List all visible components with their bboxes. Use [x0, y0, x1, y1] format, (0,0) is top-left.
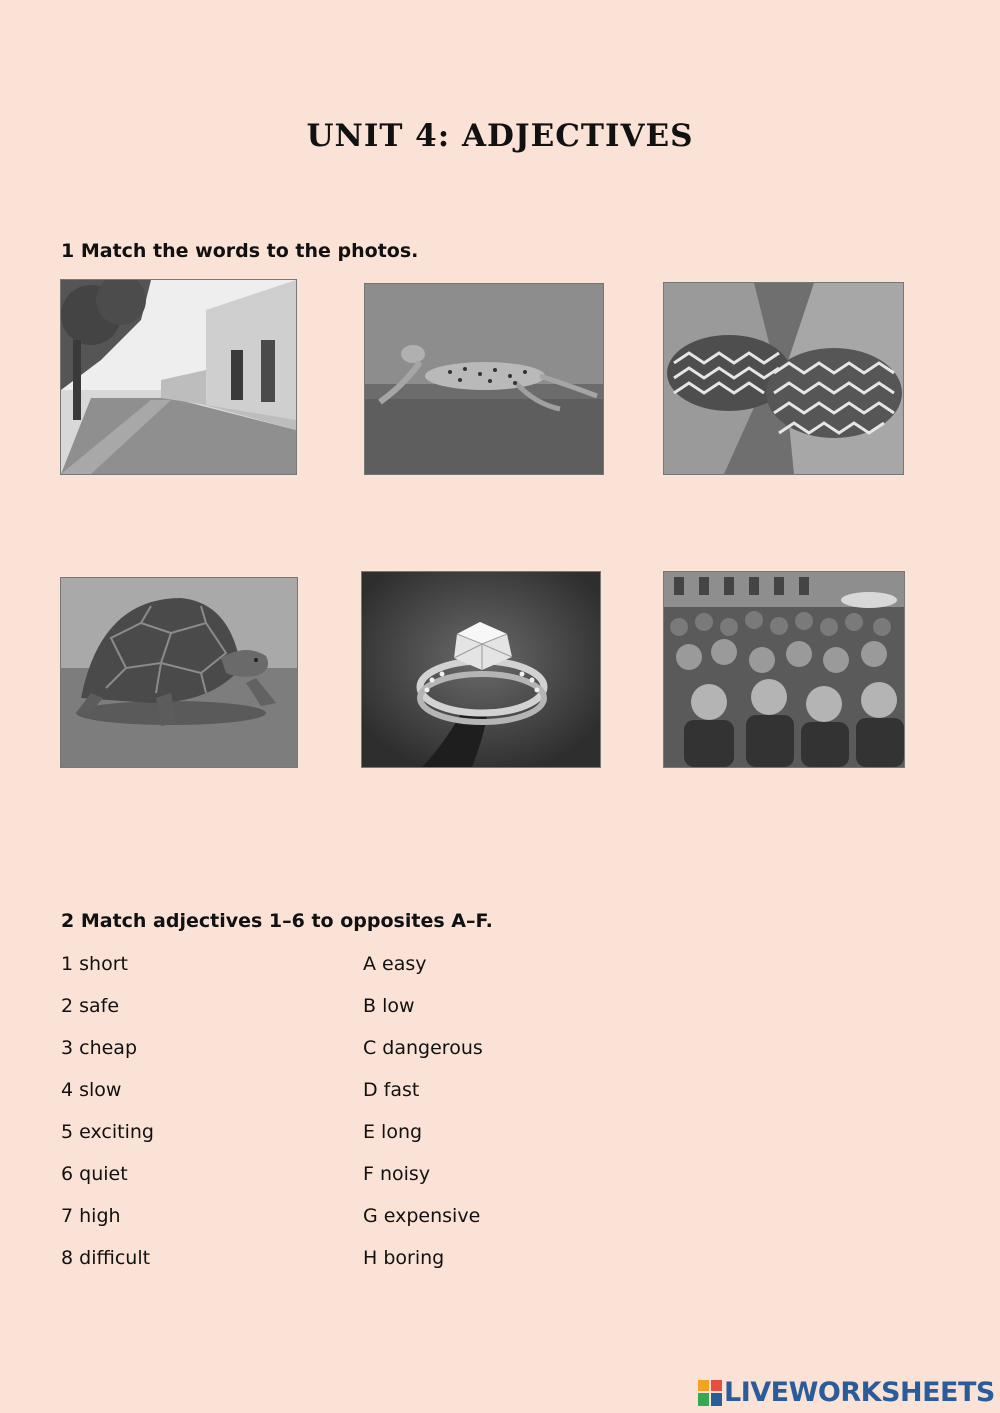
adjective-item: 2 safe [61, 995, 120, 1017]
adjective-item: 8 difficult [61, 1247, 151, 1269]
adjective-item: 7 high [61, 1205, 121, 1227]
opposite-item: E long [363, 1121, 423, 1143]
opposite-item: G expensive [363, 1205, 481, 1227]
adjective-item: 4 slow [61, 1079, 122, 1101]
adjective-item: 6 quiet [61, 1163, 128, 1185]
liveworksheets-icon [698, 1380, 722, 1406]
crowd-photo [663, 571, 905, 768]
page-title: UNIT 4: ADJECTIVES [306, 118, 694, 154]
adjective-item: 1 short [61, 953, 128, 975]
cheetah-photo [364, 283, 604, 475]
exercise-1-heading: 1 Match the words to the photos. [61, 240, 419, 262]
opposite-item: B low [363, 995, 415, 1017]
opposite-item: A easy [363, 953, 427, 975]
liveworksheets-logo[interactable] [698, 1377, 995, 1408]
opposite-item: H boring [363, 1247, 445, 1269]
adjective-item: 3 cheap [61, 1037, 138, 1059]
adjective-item: 5 exciting [61, 1121, 154, 1143]
bracelets-photo [663, 282, 904, 475]
ring-photo [361, 571, 601, 768]
tortoise-photo [60, 577, 298, 768]
opposite-item: D fast [363, 1079, 420, 1101]
opposite-item: C dangerous [363, 1037, 483, 1059]
street-photo [60, 279, 297, 475]
opposite-item: F noisy [363, 1163, 431, 1185]
brand-name: LIVEWORKSHEETS [724, 1377, 995, 1408]
exercise-2-heading: 2 Match adjectives 1–6 to opposites A–F. [61, 910, 493, 932]
